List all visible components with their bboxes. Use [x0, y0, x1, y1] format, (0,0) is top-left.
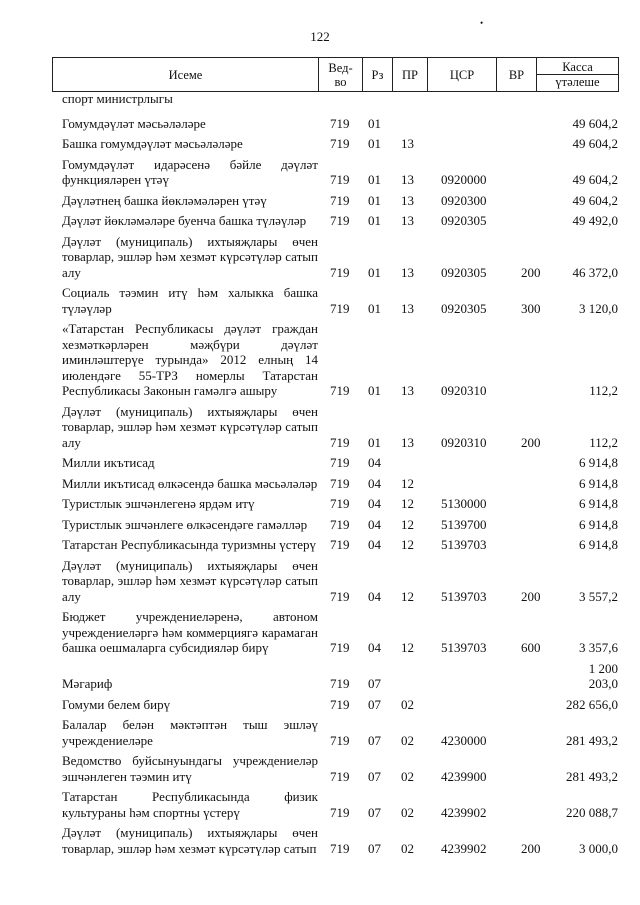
- header-name: Исеме: [53, 58, 319, 92]
- table-row: [62, 136, 618, 152]
- table-row: [62, 753, 618, 784]
- row-pr: 12: [401, 516, 414, 532]
- row-ved: 719: [330, 455, 350, 470]
- row-ved: 719: [330, 804, 350, 820]
- table-row: [62, 321, 618, 399]
- row-rz: 01: [368, 192, 381, 208]
- row-rz: 01: [368, 136, 381, 151]
- table-row: [62, 697, 618, 713]
- row-ved: 719: [330, 434, 350, 450]
- row-csr: 4239902: [441, 804, 487, 820]
- row-name: Дәүләт йөкләмәләре буенча башка түләүләр: [62, 213, 307, 228]
- table-row: [62, 661, 618, 692]
- row-rz: 01: [368, 115, 381, 131]
- row-pr: 02: [401, 840, 414, 856]
- row-name: Туристлык эшчәнлеге өлкәсендәге гамәлләр: [62, 516, 308, 532]
- header-ved: Вед- во: [319, 58, 363, 92]
- row-pr: 13: [401, 136, 414, 151]
- table-row: [62, 558, 618, 605]
- table-row: [62, 455, 618, 471]
- row-vr: 200: [521, 588, 541, 604]
- row-rz: 01: [368, 172, 381, 187]
- row-name: Татарстан Республикасында туризмны үстерү: [62, 537, 316, 552]
- row-rz: 07: [368, 732, 381, 748]
- row-rz: 04: [368, 516, 381, 532]
- row-pr: 02: [401, 768, 414, 784]
- row-csr: 5130000: [441, 496, 487, 511]
- row-name: Мәгариф: [62, 676, 113, 691]
- row-name: Дәүләт (муниципаль) ихтыяҗлары өчен товарлар, эшләр һәм хезмәт күрсәтүләр сатып алу: [62, 233, 318, 280]
- table-row: [62, 91, 618, 107]
- row-vr: 300: [521, 300, 541, 316]
- table-row: [62, 825, 618, 856]
- row-name: Балалар белән мәктәптән тыш эшләү учреждениеләре: [62, 717, 318, 748]
- row-ved: 719: [330, 136, 350, 151]
- row-sum: 49 604,2: [572, 136, 618, 151]
- row-pr: 13: [401, 383, 414, 398]
- row-ved: 719: [330, 264, 350, 280]
- row-csr: 0920000: [441, 172, 487, 187]
- row-sum: 3 557,2: [579, 588, 618, 604]
- table-body: [62, 91, 618, 861]
- row-rz: 01: [368, 383, 381, 398]
- row-sum: 3 120,0: [579, 300, 618, 316]
- row-sum: 6 914,8: [579, 496, 618, 511]
- row-name: Дәүләт (муниципаль) ихтыяҗлары өчен товарлар, эшләр һәм хезмәт күрсәтүләр сатып: [62, 825, 318, 856]
- row-sum: 6 914,8: [579, 516, 618, 532]
- row-csr: 0920310: [441, 383, 487, 398]
- row-name: Гомумдәүләт мәсьәләләре: [62, 115, 206, 131]
- row-pr: 12: [401, 537, 414, 552]
- row-csr: 0920305: [441, 300, 487, 316]
- row-ved: 719: [330, 676, 350, 691]
- row-ved: 719: [330, 383, 350, 398]
- row-name: Гомуми белем бирү: [62, 696, 171, 712]
- row-ved: 719: [330, 475, 350, 491]
- row-sum: 6 914,8: [579, 475, 618, 491]
- table-row: [62, 234, 618, 281]
- row-rz: 04: [368, 640, 381, 655]
- row-name: спорт министрлыгы: [62, 91, 173, 106]
- table-row: [62, 609, 618, 656]
- row-name: Дәүләт (муниципаль) ихтыяҗлары өчен товарлар, эшләр һәм хезмәт күрсәтүләр сатып алу: [62, 403, 318, 450]
- table-row: [62, 517, 618, 533]
- table-row: [62, 537, 618, 553]
- row-rz: 04: [368, 588, 381, 604]
- row-sum: 1 200 203,0: [588, 660, 618, 691]
- row-sum: 220 088,7: [566, 804, 618, 820]
- row-pr: 13: [401, 192, 414, 208]
- row-csr: 0920300: [441, 192, 487, 208]
- row-sum: 6 914,8: [579, 537, 618, 552]
- row-pr: 13: [401, 213, 414, 228]
- row-csr: 5139703: [441, 640, 487, 655]
- row-pr: 02: [401, 696, 414, 712]
- row-csr: 4230000: [441, 732, 487, 748]
- header-pr: ПР: [393, 58, 428, 92]
- row-ved: 719: [330, 588, 350, 604]
- row-pr: 13: [401, 300, 414, 316]
- header-kassa: Касса үтәлеше: [537, 58, 619, 92]
- row-csr: 4239902: [441, 840, 487, 856]
- row-sum: 49 604,2: [572, 172, 618, 187]
- row-name: Татарстан Республикасында физик культураны һәм спортны үстерү: [62, 789, 318, 820]
- row-pr: 12: [401, 475, 414, 491]
- header-csr: ЦСР: [428, 58, 497, 92]
- table-row: [62, 285, 618, 316]
- row-ved: 719: [330, 213, 350, 228]
- row-sum: 49 492,0: [572, 213, 618, 228]
- row-ved: 719: [330, 192, 350, 208]
- row-ved: 719: [330, 537, 350, 552]
- row-rz: 04: [368, 496, 381, 511]
- row-ved: 719: [330, 172, 350, 187]
- row-rz: 01: [368, 213, 381, 228]
- row-ved: 719: [330, 732, 350, 748]
- row-csr: 0920305: [441, 264, 487, 280]
- row-vr: 200: [521, 434, 541, 450]
- row-csr: 5139703: [441, 537, 487, 552]
- row-rz: 07: [368, 804, 381, 820]
- row-name: Дәүләтнең башка йөкләмәләрен үтәү: [62, 192, 267, 208]
- row-ved: 719: [330, 516, 350, 532]
- row-pr: 02: [401, 732, 414, 748]
- row-rz: 04: [368, 455, 381, 470]
- row-rz: 07: [368, 768, 381, 784]
- row-rz: 04: [368, 475, 381, 491]
- row-rz: 04: [368, 537, 381, 552]
- row-csr: 0920305: [441, 213, 487, 228]
- row-pr: 12: [401, 496, 414, 511]
- table-row: [62, 717, 618, 748]
- header-rz: Рз: [363, 58, 393, 92]
- row-ved: 719: [330, 300, 350, 316]
- row-sum: 3 357,6: [579, 640, 618, 655]
- table-row: [62, 213, 618, 229]
- row-sum: 6 914,8: [579, 455, 618, 470]
- row-pr: 13: [401, 172, 414, 187]
- row-ved: 719: [330, 696, 350, 712]
- row-rz: 01: [368, 434, 381, 450]
- page-number: 122: [310, 29, 330, 44]
- row-vr: 200: [521, 264, 541, 280]
- table-row: [62, 116, 618, 132]
- row-sum: 282 656,0: [566, 696, 618, 712]
- row-csr: 5139700: [441, 516, 487, 532]
- row-name: Милли икътисад өлкәсендә башка мәсьәләләр: [62, 475, 318, 491]
- table-row: [62, 496, 618, 512]
- row-ved: 719: [330, 496, 350, 511]
- row-pr: 12: [401, 588, 414, 604]
- row-sum: 112,2: [589, 434, 618, 450]
- header-vr: ВР: [497, 58, 537, 92]
- row-rz: 01: [368, 300, 381, 316]
- corner-mark: •: [480, 18, 484, 28]
- table-row: [62, 404, 618, 451]
- table-row: [62, 157, 618, 188]
- row-sum: 49 604,2: [572, 115, 618, 131]
- row-sum: 3 000,0: [579, 840, 618, 856]
- row-name: Гомумдәүләт идарәсенә бәйле дәүләт функцияләрен үтәү: [62, 156, 318, 187]
- row-pr: 13: [401, 264, 414, 280]
- row-sum: 281 493,2: [566, 732, 618, 748]
- row-ved: 719: [330, 115, 350, 131]
- row-csr: 4239900: [441, 768, 487, 784]
- row-rz: 07: [368, 696, 381, 712]
- row-rz: 01: [368, 264, 381, 280]
- row-ved: 719: [330, 640, 350, 655]
- row-name: Башка гомумдәүләт мәсьәләләре: [62, 136, 243, 151]
- row-name: Бюджет учреждениеләренә, автоном учреждениеләргә һәм коммерциягә карамаган башка оешмаларга субсидияләр бирү: [62, 609, 318, 655]
- row-ved: 719: [330, 768, 350, 784]
- row-sum: 281 493,2: [566, 768, 618, 784]
- row-name: Социаль тәэмин итү һәм халыкка башка түләүләр: [62, 285, 318, 316]
- row-pr: 02: [401, 804, 414, 820]
- row-ved: 719: [330, 840, 350, 856]
- row-sum: 46 372,0: [572, 264, 618, 280]
- row-rz: 07: [368, 840, 381, 856]
- table-header: [52, 57, 619, 92]
- row-name: Дәүләт (муниципаль) ихтыяҗлары өчен товарлар, эшләр һәм хезмәт күрсәтүләр сатып алу: [62, 557, 318, 604]
- row-vr: 200: [521, 840, 541, 856]
- row-csr: 5139703: [441, 588, 487, 604]
- row-sum: 49 604,2: [572, 192, 618, 208]
- row-name: Ведомство буйсынуындагы учреждениеләр эшчәнлеген тәэмин итү: [62, 753, 318, 784]
- row-csr: 0920310: [441, 434, 487, 450]
- row-name: «Татарстан Республикасы дәүләт граждан хезмәткәрләрен мәҗбүри дәүләт иминләштерүе турында» 2012 елның 14 июлендәге 55-ТРЗ номерлы Татарстан Республикасы Законын гамәлгә ашыру: [62, 321, 318, 398]
- table-row: [62, 193, 618, 209]
- table-row: [62, 789, 618, 820]
- row-sum: 112,2: [589, 383, 618, 398]
- row-vr: 600: [521, 640, 541, 655]
- row-name: Туристлык эшчәнлегенә ярдәм итү: [62, 496, 255, 511]
- row-name: Милли икътисад: [62, 455, 155, 470]
- table-row: [62, 476, 618, 492]
- row-pr: 13: [401, 434, 414, 450]
- row-pr: 12: [401, 640, 414, 655]
- row-rz: 07: [368, 676, 381, 691]
